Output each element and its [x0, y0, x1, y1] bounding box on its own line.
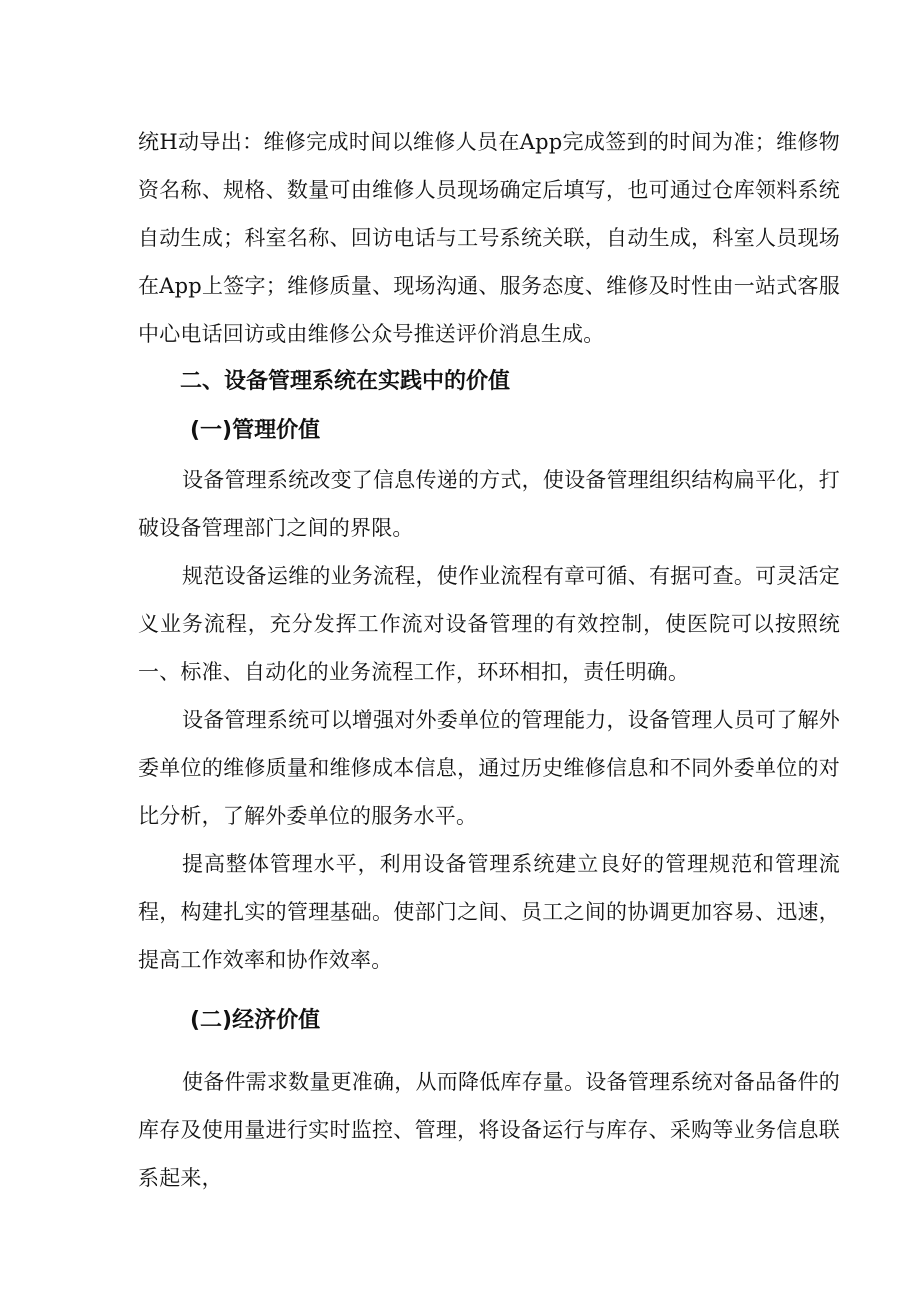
paragraph-management-2: 规范设备运维的业务流程，使作业流程有章可循、有据可查。可灵活定义业务流程，充分发挥工作流对设备管理的有效控制，使医院可以按照统一、标准、自动化的业务流程工作，环环相扣，责任明确。	[138, 564, 840, 684]
paragraph-management-1: 设备管理系统改变了信息传递的方式，使设备管理组织结构扁平化，打破设备管理部门之间的界限。	[138, 468, 840, 540]
paragraph-management-4: 提高整体管理水平，利用设备管理系统建立良好的管理规范和管理流程，构建扎实的管理基础。使部门之间、员工之间的协调更加容易、迅速，提高工作效率和协作效率。	[138, 852, 840, 972]
subsection-heading-economic: (二)经济价值	[190, 1008, 321, 1033]
paragraph-intro: 统H动导出：维修完成时间以维修人员在App完成签到的时间为准；维修物资名称、规格、数量可由维修人员现场确定后填写，也可通过仓库领料系统自动生成；科室名称、回访电话与工号系统关联，自动生成，科室人员现场在App上签字；维修质量、现场沟通、服务态度、维修及时性由一站式客服中心电话回访或由维修公众号推送评价消息生成。	[138, 130, 840, 346]
subsection-heading-management: (一)管理价值	[190, 418, 321, 443]
paragraph-management-3: 设备管理系统可以增强对外委单位的管理能力，设备管理人员可了解外委单位的维修质量和维修成本信息，通过历史维修信息和不同外委单位的对比分析，了解外委单位的服务水平。	[138, 708, 840, 828]
paragraph-economic-1: 使备件需求数量更准确，从而降低库存量。设备管理系统对备品备件的库存及使用量进行实时监控、管理，将设备运行与库存、采购等业务信息联系起来，	[138, 1070, 840, 1190]
section-heading: 二、设备管理系统在实践中的价值	[180, 369, 511, 394]
